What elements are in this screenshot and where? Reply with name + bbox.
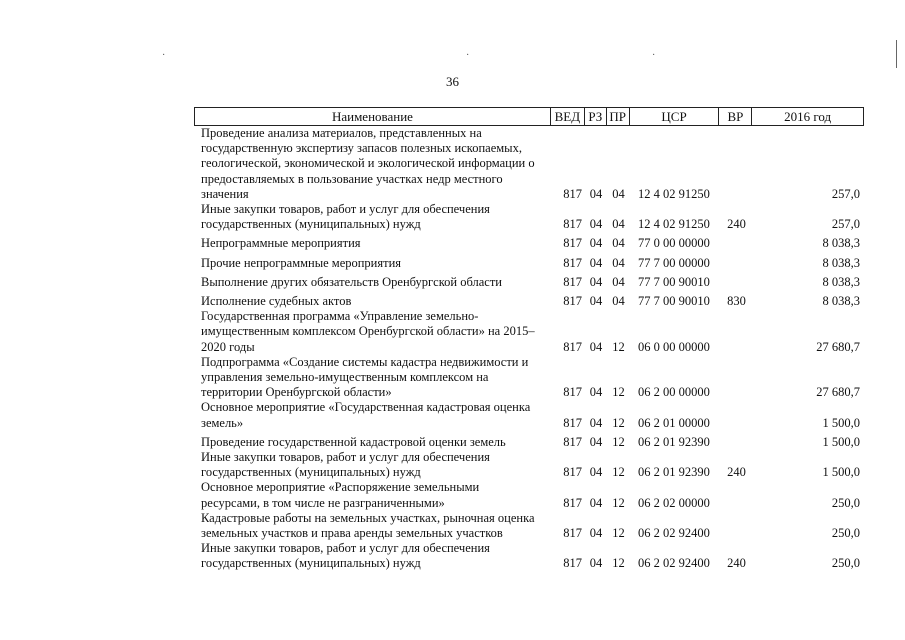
- row-pr: 12: [612, 556, 625, 571]
- row-name-line: предоставляемых в пользование участках недр местного: [201, 171, 503, 186]
- row-name-line: территории Оренбургской области»: [201, 385, 392, 400]
- row-csr: 77 7 00 90010: [638, 274, 710, 289]
- table-row: [194, 435, 864, 450]
- row-pr: 12: [612, 385, 625, 400]
- row-ved: 817: [563, 255, 582, 270]
- row-name: [194, 511, 551, 541]
- row-name-line: земельных участков и права аренды земельных участков: [201, 526, 503, 541]
- row-ved: 817: [563, 385, 582, 400]
- row-name-line: геологической, экономической и экологической информации о: [201, 156, 535, 171]
- table-row: [194, 236, 864, 251]
- row-csr: 06 2 02 92400: [638, 526, 710, 541]
- row-ved: 817: [563, 434, 582, 449]
- row-name: [194, 541, 551, 571]
- header-name: Наименование: [195, 108, 551, 125]
- row-csr: 12 4 02 91250: [638, 217, 710, 232]
- table-row: [194, 450, 864, 480]
- row-name-line: Основное мероприятие «Государственная кадастровая оценка: [201, 400, 531, 415]
- table-row: [194, 126, 864, 202]
- header-pr: ПР: [607, 108, 630, 125]
- row-pr: 04: [612, 255, 625, 270]
- header-rz: РЗ: [585, 108, 607, 125]
- row-name-line: ресурсами, в том числе не разграниченными»: [201, 495, 445, 510]
- row-rz: 04: [589, 294, 603, 309]
- row-name: [194, 275, 551, 290]
- row-name-line: управления земельно-имущественным комплексом на: [201, 370, 489, 385]
- row-rz: 04: [589, 434, 603, 449]
- table-row: [194, 355, 864, 401]
- row-name-line: Проведение анализа материалов, представленных на: [201, 126, 482, 140]
- row-value: 27 680,7: [816, 385, 860, 400]
- row-csr: 06 2 01 00000: [638, 415, 710, 430]
- row-name-line: Подпрограмма «Создание системы кадастра недвижимости и: [201, 354, 529, 369]
- row-name-line: Основное мероприятие «Распоряжение земельными: [201, 480, 480, 495]
- header-csr: ЦСР: [630, 108, 720, 125]
- row-pr: 12: [612, 465, 625, 480]
- row-name-line: Непрограммные мероприятия: [201, 236, 361, 251]
- row-rz: 04: [589, 465, 603, 480]
- row-value: 250,0: [831, 556, 860, 571]
- row-rz: 04: [589, 526, 603, 541]
- row-rz: 04: [589, 415, 603, 430]
- row-ved: 817: [563, 236, 582, 251]
- row-pr: 12: [612, 434, 625, 449]
- row-value: 250,0: [831, 495, 860, 510]
- row-csr: 06 2 00 00000: [638, 385, 710, 400]
- row-csr: 77 7 00 90010: [638, 294, 710, 309]
- row-csr: 77 7 00 00000: [638, 255, 710, 270]
- row-pr: 12: [612, 339, 625, 354]
- row-value: 1 500,0: [822, 415, 860, 430]
- table-row: [194, 400, 864, 430]
- row-value: 8 038,3: [822, 294, 860, 309]
- row-name-line: Государственная программа «Управление земельно-: [201, 309, 479, 324]
- row-value: 1 500,0: [822, 465, 860, 480]
- header-value: 2016 год: [784, 108, 832, 124]
- row-csr: 06 2 02 92400: [638, 556, 710, 571]
- table-body: [194, 126, 864, 572]
- row-name: [194, 309, 551, 355]
- row-ved: 817: [563, 294, 582, 309]
- row-value: 257,0: [831, 217, 860, 232]
- row-name: [194, 435, 551, 450]
- table-row: [194, 202, 864, 232]
- row-name-line: Прочие непрограммные мероприятия: [201, 255, 402, 270]
- row-vr: 240: [727, 217, 746, 232]
- row-pr: 12: [612, 415, 625, 430]
- row-name-line: значения: [201, 186, 249, 201]
- row-pr: 12: [612, 495, 625, 510]
- row-ved: 817: [563, 274, 582, 289]
- row-value: 8 038,3: [822, 274, 860, 289]
- row-name-line: Иные закупки товаров, работ и услуг для обеспечения: [201, 202, 490, 217]
- row-value: 27 680,7: [816, 339, 860, 354]
- row-name-line: государственных (муниципальных) нужд: [201, 217, 421, 232]
- row-rz: 04: [589, 385, 603, 400]
- table-row: [194, 309, 864, 355]
- row-name: [194, 202, 551, 232]
- row-name-line: государственную экспертизу запасов полезных ископаемых,: [201, 141, 522, 156]
- row-rz: 04: [589, 274, 603, 289]
- row-value: 8 038,3: [822, 236, 860, 251]
- row-name: [194, 126, 551, 202]
- row-csr: 06 2 01 92390: [638, 465, 710, 480]
- row-csr: 77 0 00 00000: [638, 236, 710, 251]
- row-ved: 817: [563, 556, 582, 571]
- row-value: 8 038,3: [822, 255, 860, 270]
- header-vr: ВР: [719, 108, 752, 125]
- row-ved: 817: [563, 526, 582, 541]
- row-name-line: Иные закупки товаров, работ и услуг для обеспечения: [201, 450, 490, 465]
- row-csr: 12 4 02 91250: [638, 186, 710, 201]
- header-ved: ВЕД: [551, 108, 585, 125]
- row-pr: 12: [612, 526, 625, 541]
- row-name: [194, 355, 551, 401]
- table-row: [194, 480, 864, 510]
- row-vr: 830: [727, 294, 746, 309]
- row-name: [194, 480, 551, 510]
- table-row: [194, 511, 864, 541]
- row-name-line: 2020 годы: [201, 339, 255, 354]
- row-name-line: Исполнение судебных актов: [201, 294, 352, 309]
- row-rz: 04: [589, 236, 603, 251]
- row-pr: 04: [612, 294, 625, 309]
- row-name: [194, 236, 551, 251]
- row-name-line: имущественным комплексом Оренбургской области» на 2015–: [201, 324, 535, 339]
- row-name: [194, 400, 551, 430]
- row-rz: 04: [589, 186, 603, 201]
- row-name: [194, 450, 551, 480]
- page-number: 36: [446, 74, 459, 89]
- table-row: [194, 256, 864, 271]
- row-value: 1 500,0: [822, 434, 860, 449]
- table-header: [194, 107, 864, 126]
- row-rz: 04: [589, 255, 603, 270]
- row-name-line: Кадастровые работы на земельных участках, рыночная оценка: [201, 510, 535, 525]
- row-ved: 817: [563, 415, 582, 430]
- row-ved: 817: [563, 465, 582, 480]
- budget-table: [194, 107, 864, 572]
- row-value: 250,0: [831, 526, 860, 541]
- row-value: 257,0: [831, 186, 860, 201]
- row-pr: 04: [612, 236, 625, 251]
- row-name: [194, 256, 551, 271]
- row-rz: 04: [589, 217, 603, 232]
- table-row: [194, 294, 864, 309]
- row-name: [194, 294, 551, 309]
- row-ved: 817: [563, 217, 582, 232]
- row-pr: 04: [612, 186, 625, 201]
- row-name-line: государственных (муниципальных) нужд: [201, 556, 421, 571]
- row-csr: 06 2 02 00000: [638, 495, 710, 510]
- row-ved: 817: [563, 495, 582, 510]
- row-pr: 04: [612, 274, 625, 289]
- row-name-line: государственных (муниципальных) нужд: [201, 465, 421, 480]
- row-ved: 817: [563, 186, 582, 201]
- row-vr: 240: [727, 556, 746, 571]
- table-row: [194, 541, 864, 571]
- row-name-line: Иные закупки товаров, работ и услуг для обеспечения: [201, 541, 490, 556]
- row-rz: 04: [589, 556, 603, 571]
- row-rz: 04: [589, 339, 603, 354]
- row-csr: 06 0 00 00000: [638, 339, 710, 354]
- row-name-line: земель»: [201, 415, 244, 430]
- row-pr: 04: [612, 217, 625, 232]
- table-row: [194, 275, 864, 290]
- row-ved: 817: [563, 339, 582, 354]
- row-name-line: Выполнение других обязательств Оренбургской области: [201, 274, 502, 289]
- row-vr: 240: [727, 465, 746, 480]
- row-name-line: Проведение государственной кадастровой оценки земель: [201, 434, 506, 449]
- row-csr: 06 2 01 92390: [638, 434, 710, 449]
- row-rz: 04: [589, 495, 603, 510]
